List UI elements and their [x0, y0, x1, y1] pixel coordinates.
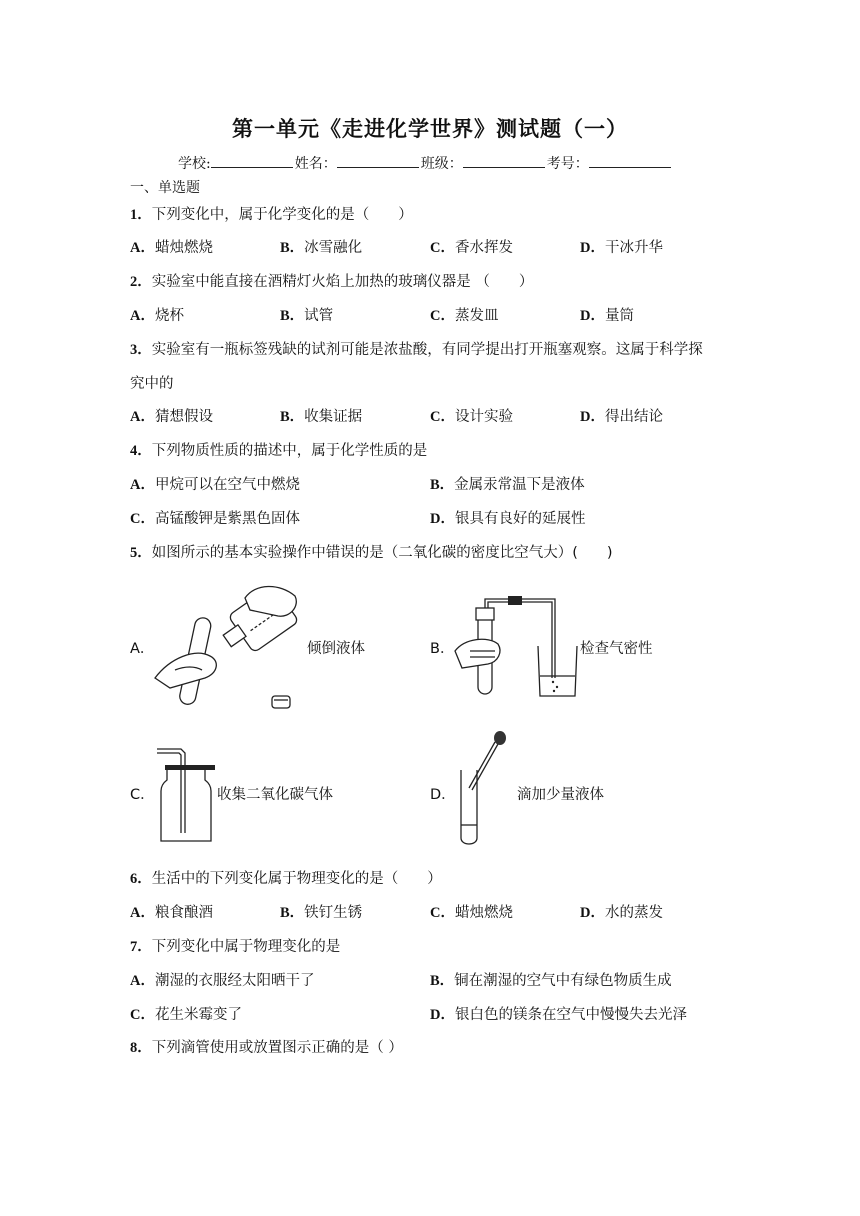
class-blank	[463, 155, 545, 168]
q5-option-d-label: 滴加少量液体	[517, 787, 604, 803]
q3-option-b: B．收集证据	[280, 409, 363, 425]
q7-option-a: A．潮湿的衣服经太阳晒干了	[130, 973, 315, 989]
q5-option-b-letter: B．	[430, 641, 455, 657]
question-1: 1．下列变化中，属于化学变化的是（ ）	[130, 207, 413, 223]
q5-option-b-label: 检查气密性	[580, 641, 653, 657]
q3-option-c: C．设计实验	[430, 409, 513, 425]
q5-option-d-letter: D．	[430, 787, 456, 803]
q1-option-b: B．冰雪融化	[280, 240, 363, 256]
q7-option-c: C．花生米霉变了	[130, 1007, 242, 1023]
q2-option-d: D．量筒	[580, 308, 634, 324]
q4-option-a: A．甲烷可以在空气中燃烧	[130, 477, 300, 493]
q5-option-a-letter: A．	[130, 641, 155, 657]
q2-option-c: C．蒸发皿	[430, 308, 499, 324]
q1-option-a: A．蜡烛燃烧	[130, 240, 213, 256]
q7-option-d: D．银白色的镁条在空气中慢慢失去光泽	[430, 1007, 687, 1023]
q4-option-d: D．银具有良好的延展性	[430, 511, 586, 527]
q4-option-c: C．高锰酸钾是紫黑色固体	[130, 511, 300, 527]
q3-option-d: D．得出结论	[580, 409, 663, 425]
question-3-continued: 究中的	[130, 376, 174, 392]
q4-option-b: B．金属汞常温下是液体	[430, 477, 585, 493]
student-info-line	[178, 153, 673, 173]
pouring-liquid-illustration	[150, 578, 310, 718]
school-blank	[211, 155, 293, 168]
dropper-test-tube-illustration	[455, 730, 515, 848]
page-title: 第一单元《走进化学世界》测试题（一）	[232, 117, 628, 141]
q6-option-a: A．粮食酿酒	[130, 905, 213, 921]
question-4: 4．下列物质性质的描述中，属于化学性质的是	[130, 443, 428, 459]
q2-option-b: B．试管	[280, 308, 334, 324]
exam-number-blank	[589, 155, 671, 168]
exam-number-label: 考号：	[546, 156, 589, 172]
q5-option-c-letter: C．	[130, 787, 155, 803]
q5-option-a-label: 倾倒液体	[307, 641, 365, 657]
question-6: 6．生活中的下列变化属于物理变化的是（ ）	[130, 871, 442, 887]
gas-collection-bottle-illustration	[155, 745, 217, 843]
q6-option-b: B．铁钉生锈	[280, 905, 363, 921]
q2-option-a: A．烧杯	[130, 308, 184, 324]
question-3: 3．实验室有一瓶标签残缺的试剂可能是浓盐酸，有同学提出打开瓶塞观察。这属于科学探	[130, 342, 703, 358]
q6-option-c: C．蜡烛燃烧	[430, 905, 513, 921]
q1-option-d: D．干冰升华	[580, 240, 663, 256]
q1-option-c: C．香水挥发	[430, 240, 513, 256]
q5-option-c-label: 收集二氧化碳气体	[217, 787, 333, 803]
class-label: 班级：	[420, 156, 463, 172]
question-7: 7．下列变化中属于物理变化的是	[130, 939, 341, 955]
question-5: 5．如图所示的基本实验操作中错误的是（二氧化碳的密度比空气大）( )	[130, 545, 613, 561]
question-2: 2．实验室中能直接在酒精灯火焰上加热的玻璃仪器是 （ ）	[130, 274, 534, 290]
airtightness-check-illustration	[450, 596, 590, 698]
q7-option-b: B．铜在潮湿的空气中有绿色物质生成	[430, 973, 672, 989]
question-8: 8．下列滴管使用或放置图示正确的是（ ）	[130, 1040, 403, 1056]
section-heading: 一、单选题	[130, 180, 200, 196]
name-label: 姓名：	[294, 156, 337, 172]
q3-option-a: A．猜想假设	[130, 409, 213, 425]
q6-option-d: D．水的蒸发	[580, 905, 663, 921]
school-label: 学校:	[178, 156, 211, 172]
name-blank	[337, 155, 419, 168]
